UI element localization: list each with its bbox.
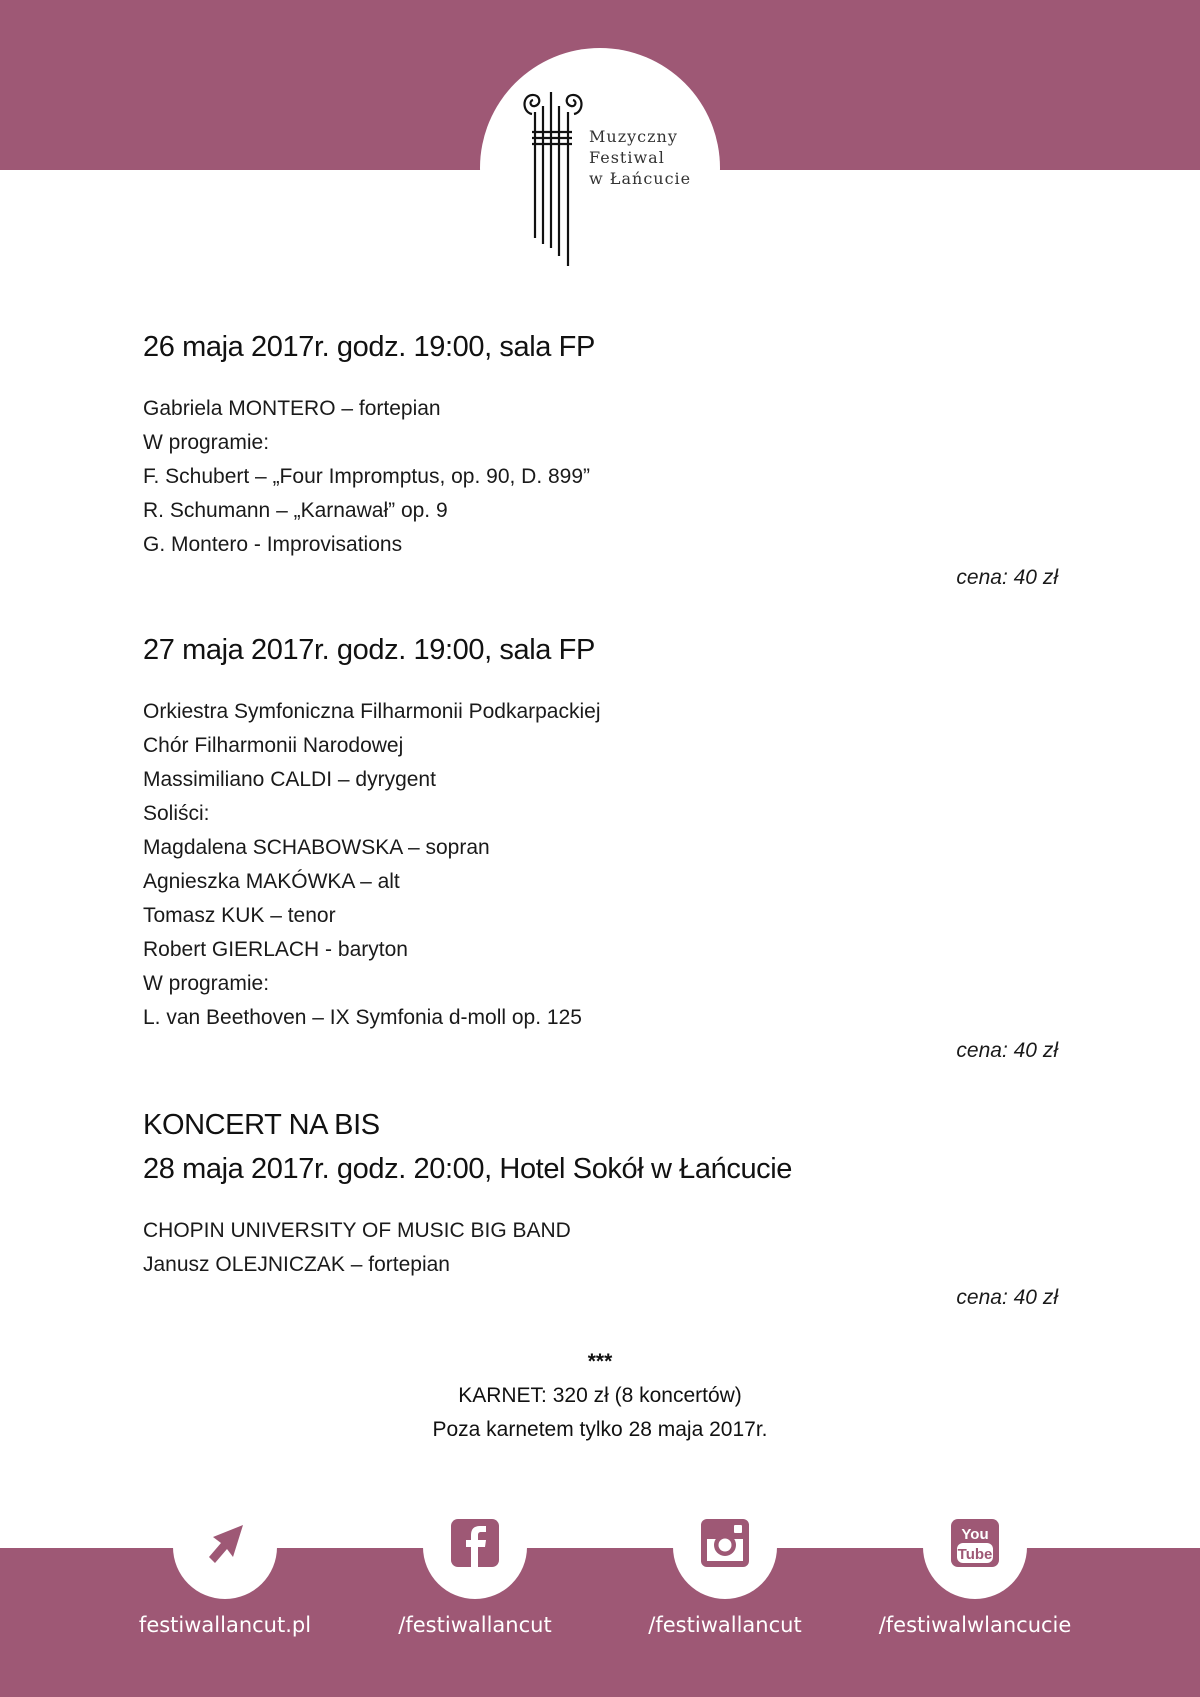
concert-price: cena: 40 zł [956,1039,1058,1062]
instagram-label[interactable]: /festiwallancut [648,1613,802,1637]
concert-line: W programie: [143,972,270,995]
concert-line: Chór Filharmonii Narodowej [143,734,404,757]
facebook-link[interactable] [423,1495,527,1599]
concert-line: Orkiestra Symfoniczna Filharmonii Podkarpackiej [143,700,601,723]
instagram-link[interactable] [673,1495,777,1599]
concert-line: R. Schumann – „Karnawał” op. 9 [143,499,448,522]
concert-price: cena: 40 zł [956,566,1058,589]
concert-2 [143,636,1058,1066]
concert-line: Janusz OLEJNICZAK – fortepian [143,1253,450,1276]
concert-line: Soliści: [143,802,210,825]
logo-text [589,126,691,189]
instagram-icon [699,1519,751,1571]
separator: *** [587,1350,613,1373]
concert-line: Magdalena SCHABOWSKA – sopran [143,836,490,859]
concert-pre-heading: KONCERT NA BIS [143,1109,380,1141]
logo-line: w Łańcucie [589,169,692,188]
lyre-column-icon [518,88,588,270]
logo-line: Festiwal [589,148,665,167]
concert-line: Agnieszka MAKÓWKA – alt [143,870,400,893]
concert-1 [143,333,1058,593]
concert-line: G. Montero - Improvisations [143,533,403,556]
concert-line: Tomasz KUK – tenor [143,904,336,927]
pass-price: KARNET: 320 zł (8 koncertów) [458,1384,742,1407]
concert-line: W programie: [143,431,270,454]
concert-heading: 27 maja 2017r. godz. 19:00, sala FP [143,634,595,666]
concert-line: F. Schubert – „Four Impromptus, op. 90, D. 899” [143,465,591,488]
youtube-link[interactable] [923,1495,1027,1599]
pass-note: Poza karnetem tylko 28 maja 2017r. [432,1418,768,1441]
concert-3 [143,1111,1058,1321]
concert-line: Robert GIERLACH - baryton [143,938,408,961]
concert-heading: 28 maja 2017r. godz. 20:00, Hotel Sokół w Łańcucie [143,1153,793,1185]
youtube-label[interactable]: /festiwalwlancucie [878,1613,1072,1637]
website-label[interactable]: festiwallancut.pl [138,1613,312,1637]
concert-price: cena: 40 zł [956,1286,1058,1309]
summary [0,1345,1200,1447]
cursor-arrow-icon [199,1519,251,1571]
facebook-icon [449,1519,501,1571]
website-link[interactable] [173,1495,277,1599]
concert-line: L. van Beethoven – IX Symfonia d-moll op. 125 [143,1006,582,1029]
concert-line: Gabriela MONTERO – fortepian [143,397,441,420]
youtube-icon-text-top: You [961,1526,989,1543]
facebook-label[interactable]: /festiwallancut [398,1613,552,1637]
youtube-icon-text-bottom: Tube [957,1546,993,1563]
youtube-icon [949,1519,1001,1571]
logo-line: Muzyczny [589,127,678,146]
concert-line: Massimiliano CALDI – dyrygent [143,768,436,791]
concert-line: CHOPIN UNIVERSITY OF MUSIC BIG BAND [143,1219,571,1242]
concert-heading: 26 maja 2017r. godz. 19:00, sala FP [143,331,595,363]
